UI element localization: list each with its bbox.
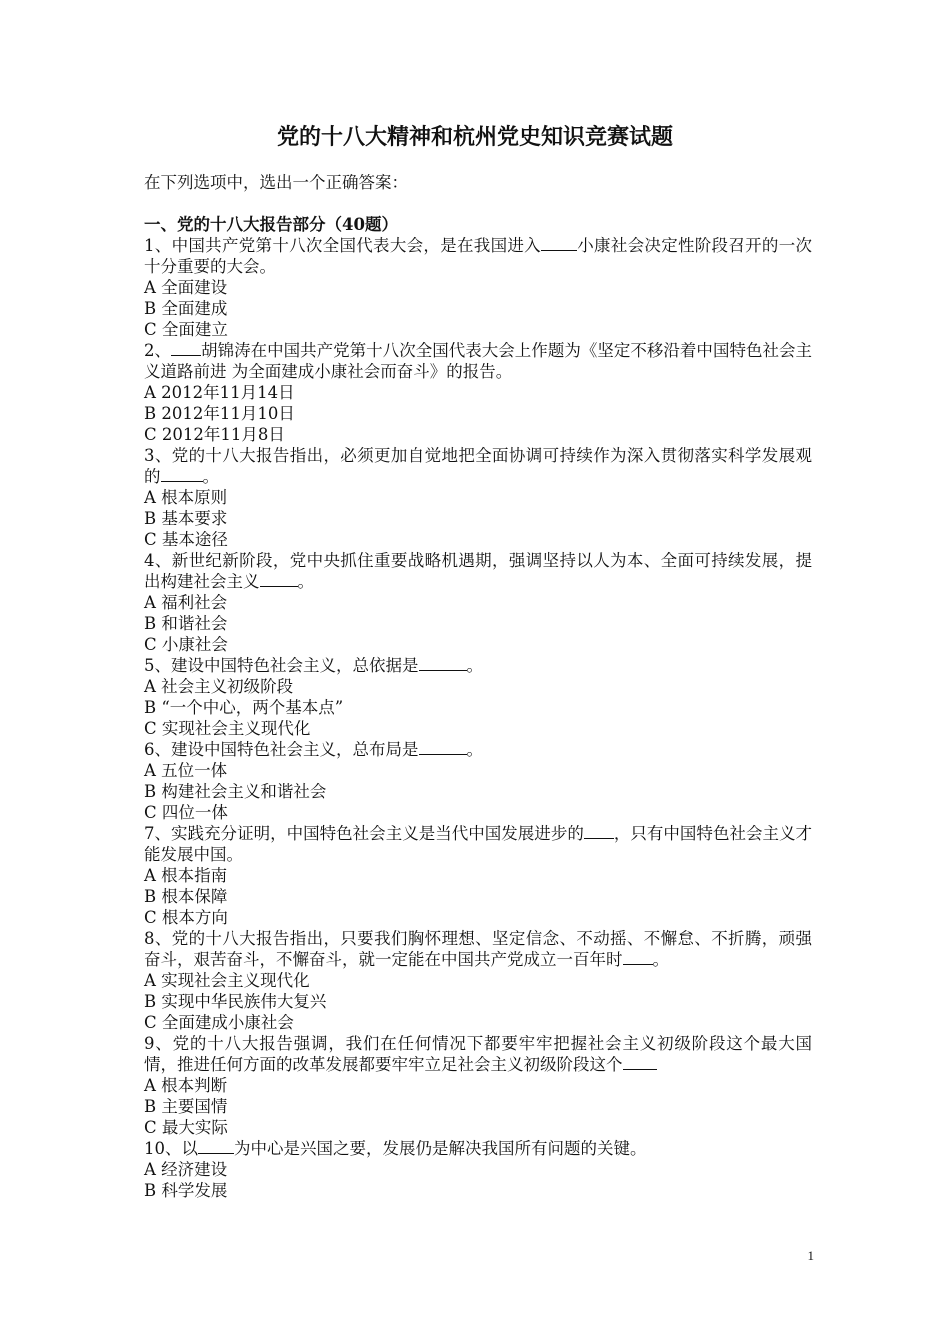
question-item bbox=[144, 655, 812, 676]
question-text: 1、中国共产党第十八次全国代表大会，是在我国进入 bbox=[144, 236, 541, 255]
question-text-continued: ，只有中国特色社会主义才能发展中国。 bbox=[144, 824, 813, 864]
question-text-continued: 。 bbox=[466, 656, 483, 675]
document-body bbox=[144, 172, 812, 1201]
answer-option: A 实现社会主义现代化 bbox=[144, 971, 310, 990]
answer-option: B 基本要求 bbox=[144, 509, 228, 528]
answer-option: B 根本保障 bbox=[144, 887, 228, 906]
answer-option: A 社会主义初级阶段 bbox=[144, 677, 294, 696]
question-item bbox=[144, 550, 812, 592]
answer-option: C 四位一体 bbox=[144, 803, 228, 822]
question-item bbox=[144, 1138, 812, 1159]
answer-option: C 实现社会主义现代化 bbox=[144, 719, 311, 738]
question-text: 6、建设中国特色社会主义，总布局是 bbox=[144, 740, 419, 759]
question-item bbox=[144, 928, 812, 970]
answer-blank bbox=[419, 656, 467, 671]
answer-option: B 全面建成 bbox=[144, 299, 228, 318]
question-text: 5、建设中国特色社会主义，总依据是 bbox=[144, 656, 419, 675]
question-text: 8、党的十八大报告指出，只要我们胸怀理想、坚定信念、不动摇、不懈怠、不折腾，顽强奋斗，艰苦奋斗，不懈奋斗，就一定能在中国共产党成立一百年时 bbox=[144, 929, 812, 969]
answer-option: C 全面建成小康社会 bbox=[144, 1013, 294, 1032]
question-item bbox=[144, 1033, 812, 1075]
answer-option: A 全面建设 bbox=[144, 278, 228, 297]
question-list bbox=[144, 235, 812, 1201]
answer-blank bbox=[161, 467, 203, 482]
question-item bbox=[144, 739, 812, 760]
question-text-continued: 。 bbox=[466, 740, 483, 759]
question-text-continued: 为中心是兴国之要，发展仍是解决我国所有问题的关键。 bbox=[234, 1139, 647, 1158]
question-item bbox=[144, 445, 812, 487]
question-text: 9、党的十八大报告强调，我们在任何情况下都要牢牢把握社会主义初级阶段这个最大国情，推进任何方面的改革发展都要牢牢立足社会主义初级阶段这个 bbox=[144, 1034, 812, 1074]
answer-option: B 主要国情 bbox=[144, 1097, 228, 1116]
instructions: 在下列选项中，选出一个正确答案： bbox=[144, 173, 408, 192]
answer-option: A 根本判断 bbox=[144, 1076, 228, 1095]
section-heading: 一、党的十八大报告部分（40题） bbox=[144, 215, 398, 234]
answer-option: B 实现中华民族伟大复兴 bbox=[144, 992, 327, 1011]
answer-option: B 和谐社会 bbox=[144, 614, 228, 633]
answer-option: C 小康社会 bbox=[144, 635, 228, 654]
answer-option: B “一个中心，两个基本点” bbox=[144, 698, 344, 717]
answer-option: A 福利社会 bbox=[144, 593, 228, 612]
answer-blank bbox=[198, 1139, 234, 1154]
answer-blank bbox=[623, 950, 653, 965]
answer-option: A 五位一体 bbox=[144, 761, 228, 780]
question-text: 3、党的十八大报告指出，必须更加自觉地把全面协调可持续作为深入贯彻落实科学发展观的 bbox=[144, 446, 812, 486]
answer-option: A 2012年11月14日 bbox=[144, 383, 295, 402]
question-text-continued: 。 bbox=[202, 467, 219, 486]
question-text-continued: 。 bbox=[652, 950, 669, 969]
question-text-continued: 胡锦涛在中国共产党第十八次全国代表大会上作题为《坚定不移沿着中国特色社会主义道路前进 为全面建成小康社会而奋斗》的报告。 bbox=[144, 341, 813, 381]
answer-option: C 基本途径 bbox=[144, 530, 228, 549]
answer-blank bbox=[171, 341, 201, 356]
question-text: 10、以 bbox=[144, 1139, 198, 1158]
answer-blank bbox=[419, 740, 467, 755]
answer-blank bbox=[260, 572, 298, 587]
question-item bbox=[144, 340, 812, 382]
question-text-continued: 。 bbox=[297, 572, 314, 591]
answer-option: C 2012年11月8日 bbox=[144, 425, 285, 444]
answer-option: A 根本原则 bbox=[144, 488, 228, 507]
question-item bbox=[144, 235, 812, 277]
answer-option: A 根本指南 bbox=[144, 866, 228, 885]
question-item bbox=[144, 823, 812, 865]
answer-option: B 构建社会主义和谐社会 bbox=[144, 782, 327, 801]
answer-blank bbox=[584, 824, 614, 839]
question-text: 4、新世纪新阶段，党中央抓住重要战略机遇期，强调坚持以人为本、全面可持续发展，提出构建社会主义 bbox=[144, 551, 812, 591]
question-text: 7、实践充分证明，中国特色社会主义是当代中国发展进步的 bbox=[144, 824, 584, 843]
answer-option: C 最大实际 bbox=[144, 1118, 228, 1137]
answer-blank bbox=[541, 236, 577, 251]
answer-blank bbox=[623, 1055, 657, 1070]
answer-option: C 全面建立 bbox=[144, 320, 228, 339]
page-number: 1 bbox=[807, 1248, 814, 1263]
answer-option: A 经济建设 bbox=[144, 1160, 228, 1179]
answer-option: B 2012年11月10日 bbox=[144, 404, 295, 423]
question-text-continued: 小康社会决定性阶段召开的一次十分重要的大会。 bbox=[144, 236, 813, 276]
question-text: 2、 bbox=[144, 341, 172, 360]
answer-option: C 根本方向 bbox=[144, 908, 228, 927]
answer-option: B 科学发展 bbox=[144, 1181, 228, 1200]
document-title: 党的十八大精神和杭州党史知识竞赛试题 bbox=[276, 124, 673, 150]
